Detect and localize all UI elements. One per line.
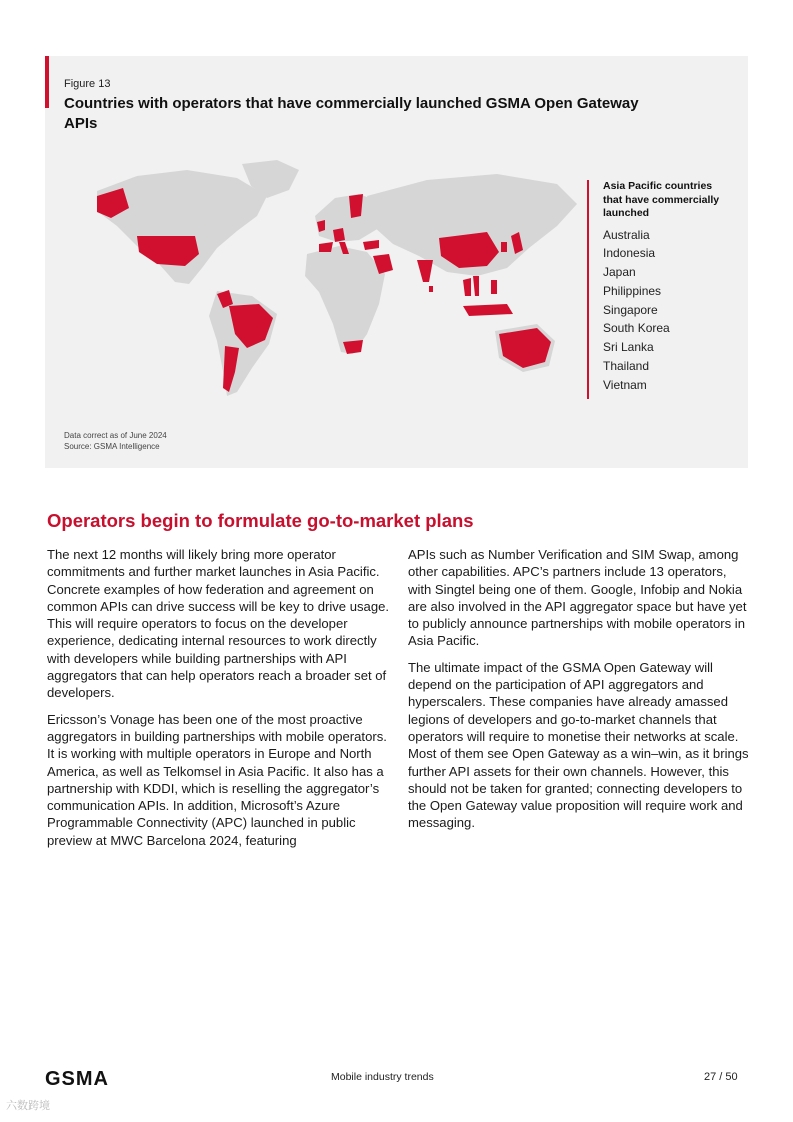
figure-notes	[64, 430, 167, 452]
vietnam-highlight	[473, 276, 479, 296]
usa-highlight	[137, 236, 199, 266]
scandinavia-highlight	[349, 194, 363, 218]
footer-publication-title: Mobile industry trends	[331, 1071, 434, 1083]
thailand-highlight	[463, 278, 471, 296]
legend	[587, 180, 737, 399]
figure-panel	[45, 56, 748, 468]
body-paragraph: The next 12 months will likely bring more operator commitments and further market launches in Asia Pacific. Concrete examples of how federation and agreement on common APIs can drive success will be key to drive usage. This will require operators to focus on the developer experience, dedicating internal resources to work directly with developers while building partnerships with API aggregators that can help operators reach a broader set of developers.	[47, 547, 390, 701]
legend-item: Philippines	[603, 283, 662, 298]
legend-item: Indonesia	[603, 246, 656, 261]
philippines-highlight	[491, 280, 497, 294]
figure-title: Countries with operators that have commercially launched GSMA Open Gateway APIs	[64, 95, 639, 132]
body-paragraph: The ultimate impact of the GSMA Open Gateway will depend on the participation of API aggregators and hyperscalers. These companies have already amassed legions of developers and go-to-market channels that operators will require to monetise their networks at scale. Most of them see Open Gateway as a win–win, as it brings further API assets for their own channels. However, this should not be taken for granted; connecting developers to the Open Gateway value proposition will require work and messaging.	[408, 659, 749, 831]
figure-label: Figure 13	[64, 78, 111, 90]
legend-item: Sri Lanka	[603, 340, 654, 355]
legend-item: Australia	[603, 227, 650, 242]
section-heading: Operators begin to formulate go-to-market plans	[47, 510, 474, 531]
germany-highlight	[333, 228, 345, 242]
north-america-landmass	[97, 170, 267, 284]
india-highlight	[417, 260, 433, 282]
figure-accent-bar	[45, 56, 49, 108]
legend-item: Thailand	[603, 359, 650, 374]
turkey-highlight	[363, 240, 379, 250]
sri-lanka-highlight	[429, 286, 433, 292]
body-paragraph: Ericsson’s Vonage has been one of the most proactive aggregators in building partnerships with mobile operators. It is working with multiple operators in Europe and North America, as well as Telkomsel in Asia Pacific. It also has a partnership with KDDI, which is reselling the aggregator’s communication APIs. In addition, Microsoft’s Azure Programmable Connectivity (APC) launched in public preview at MWC Barcelona 2024, featuring	[47, 711, 387, 848]
legend-title: Asia Pacific countries that have commercially launched	[603, 180, 720, 219]
korea-highlight	[501, 242, 507, 252]
indonesia-highlight	[463, 304, 513, 316]
data-date-note: Data correct as of June 2024	[64, 431, 167, 440]
source-note: Source: GSMA Intelligence	[64, 442, 160, 451]
legend-item: South Korea	[603, 321, 670, 336]
world-map	[67, 156, 587, 406]
legend-item: Japan	[603, 265, 636, 280]
page-number: 27 / 50	[704, 1071, 738, 1083]
gsma-logo: GSMA	[45, 1068, 109, 1090]
africa-landmass	[305, 246, 385, 354]
legend-item: Singapore	[603, 302, 658, 317]
legend-item: Vietnam	[603, 377, 647, 392]
watermark: 六数跨境	[6, 1100, 50, 1112]
body-paragraph: APIs such as Number Verification and SIM Swap, among other capabilities. APC’s partners include 13 operators, with Singtel being one of them. Google, Infobip and Nokia are also involved in the API aggregator space but have yet to publicly announce partnerships with mobile operators in Asia Pacific.	[408, 547, 747, 649]
right-column	[408, 546, 752, 841]
spain-highlight	[319, 242, 333, 252]
left-column	[47, 546, 391, 858]
